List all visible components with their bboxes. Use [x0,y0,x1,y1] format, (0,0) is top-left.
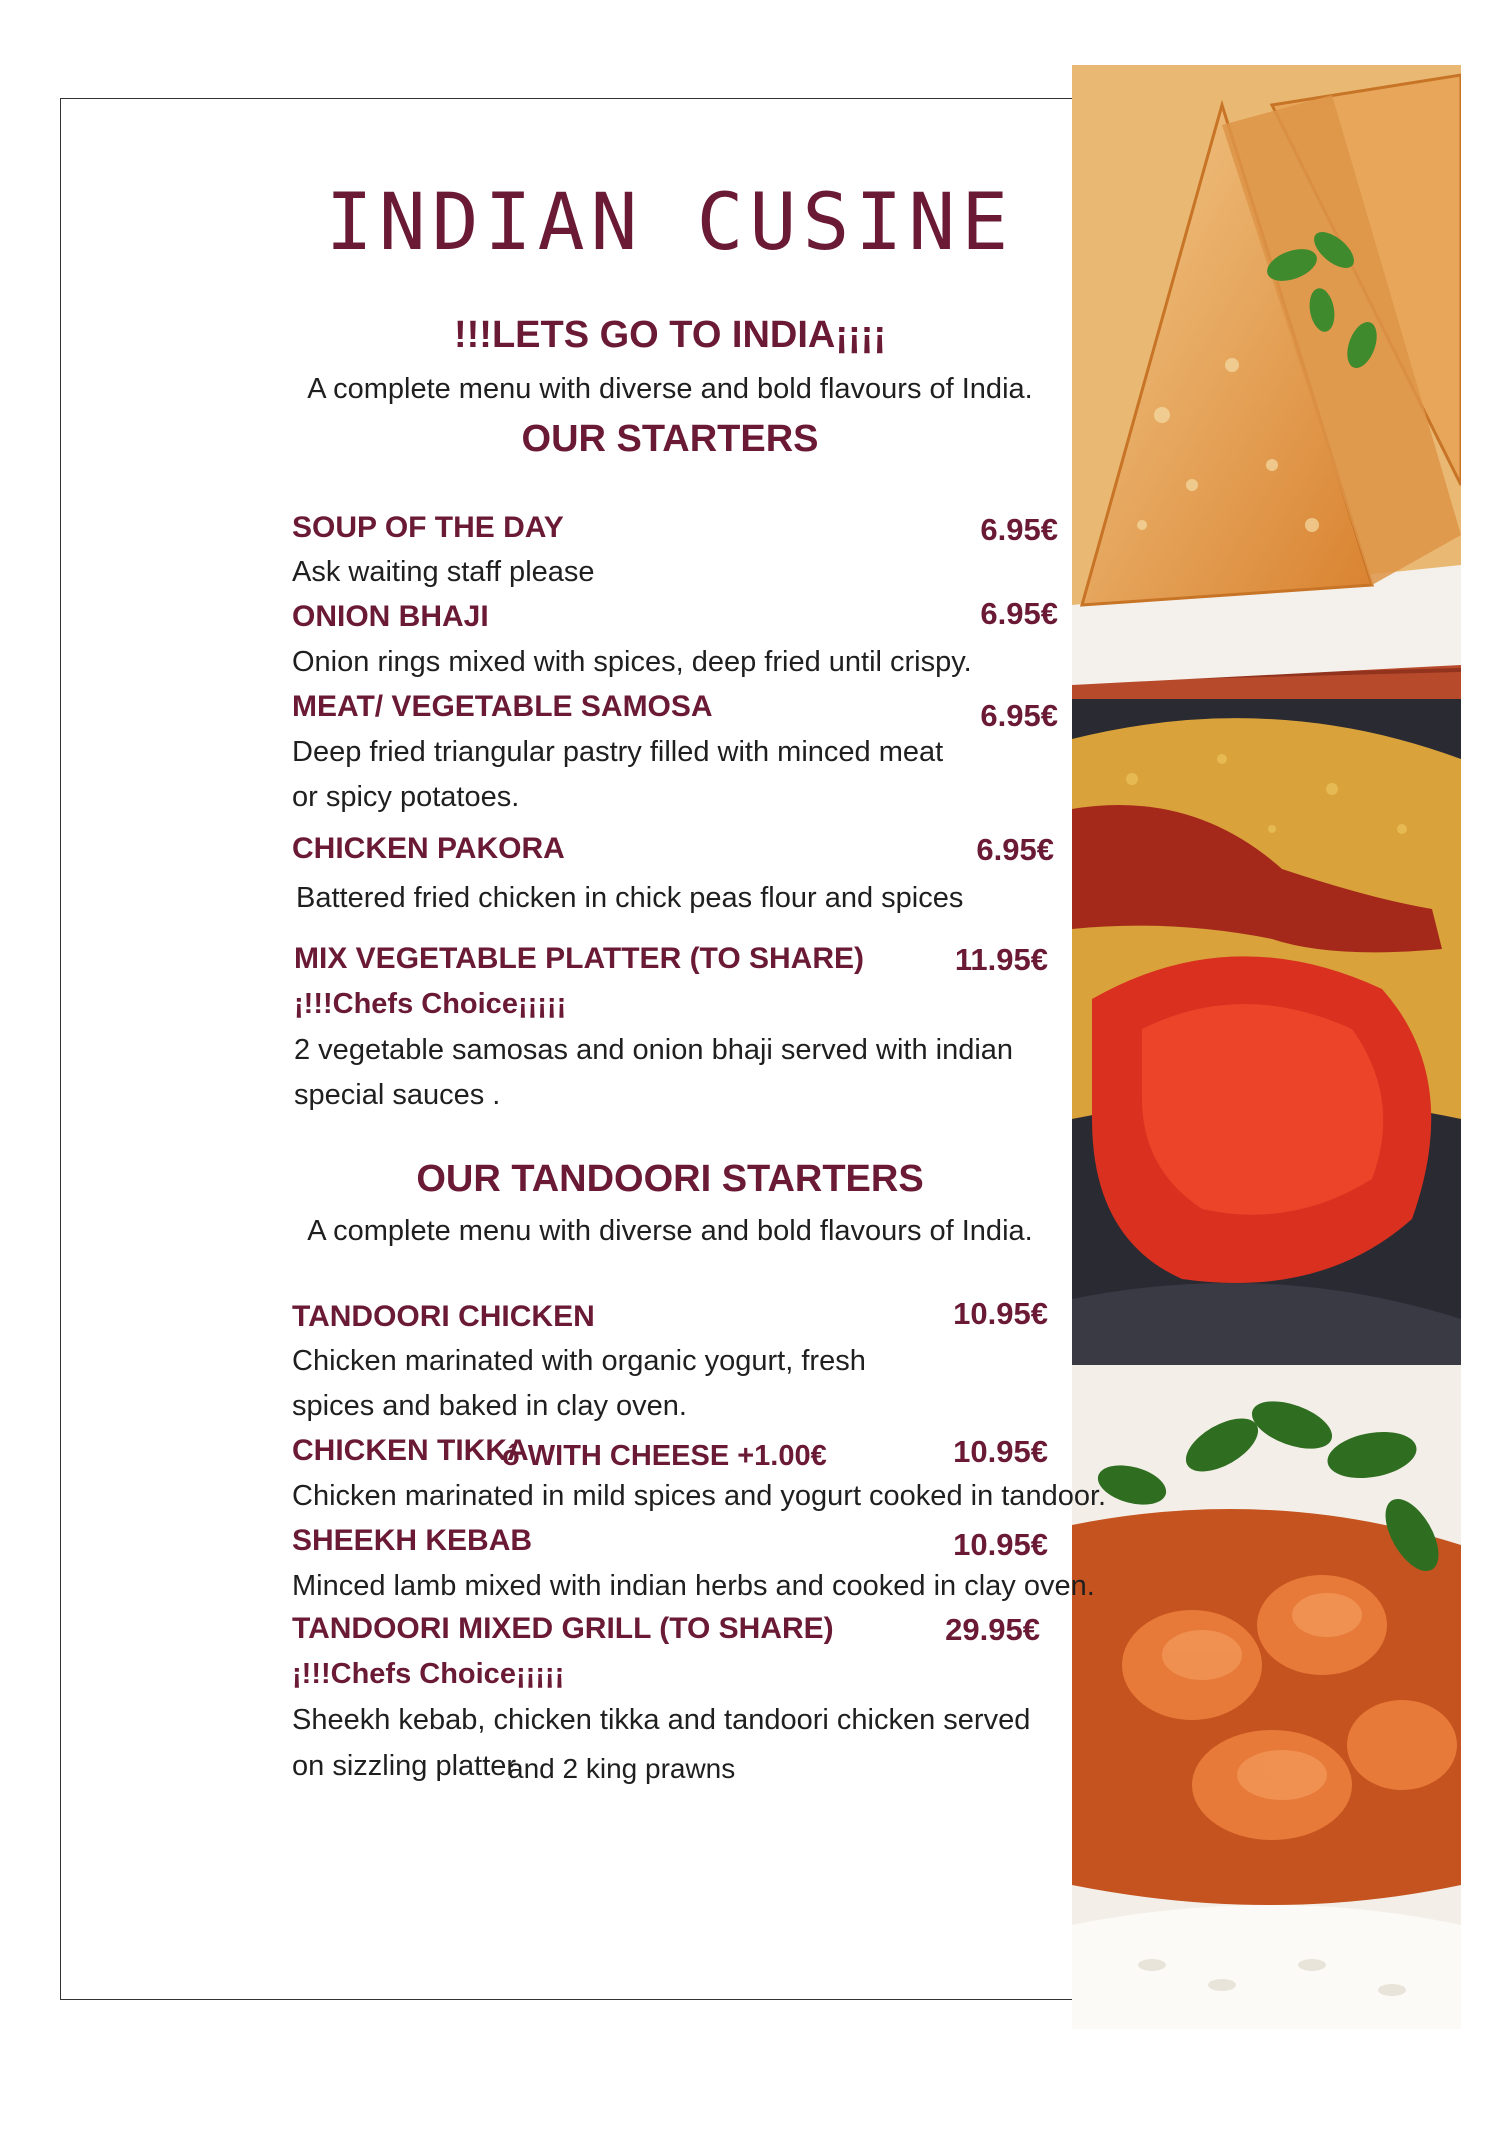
dish-name: MIX VEGETABLE PLATTER (TO SHARE) [294,942,865,975]
dish-description: or spicy potatoes. [292,781,520,813]
dish-description: Minced lamb mixed with indian herbs and cooked in clay oven. [292,1570,1095,1602]
dish-description: Chicken marinated with organic yogurt, fresh [292,1345,866,1377]
dish-option: ó WITH CHEESE +1.00€ [502,1440,827,1472]
dish-name: MEAT/ VEGETABLE SAMOSA [292,690,713,723]
dish-price: 6.95€ [980,698,1058,733]
dish-description: Battered fried chicken in chick peas flour and spices [296,882,964,914]
chicken-curry-photo [1072,1365,1461,2029]
dish-description: special sauces . [294,1079,501,1111]
starters-heading: OUR STARTERS [521,418,819,460]
dish-description: Ask waiting staff please [292,556,595,588]
dish-price: 6.95€ [980,596,1058,631]
dish-name: CHICKEN PAKORA [292,832,565,865]
dish-price: 29.95€ [945,1612,1040,1647]
chefs-choice-badge: ¡!!!Chefs Choice¡¡¡¡¡ [294,988,567,1020]
dish-description: on sizzling platter [292,1750,517,1782]
menu-intro: A complete menu with diverse and bold flavours of India. [307,373,1033,405]
dish-name: CHICKEN TIKKA [292,1434,529,1467]
dish-price: 10.95€ [953,1434,1048,1469]
dish-price: 6.95€ [980,512,1058,547]
tandoori-intro: A complete menu with diverse and bold flavours of India. [307,1215,1033,1247]
dish-description: Onion rings mixed with spices, deep fried until crispy. [292,646,972,678]
dish-description-extra: and 2 king prawns [508,1753,736,1784]
dish-description: Sheekh kebab, chicken tikka and tandoori chicken served [292,1704,1031,1736]
dish-name: TANDOORI MIXED GRILL (TO SHARE) [292,1612,834,1645]
dish-price: 10.95€ [953,1296,1048,1331]
menu-title: INDIAN CUSINE [325,178,1015,268]
chefs-choice-badge: ¡!!!Chefs Choice¡¡¡¡¡ [292,1658,565,1690]
dish-price: 6.95€ [976,832,1054,867]
dish-name: TANDOORI CHICKEN [292,1300,595,1333]
dish-price: 11.95€ [954,942,1048,977]
dish-description: Deep fried triangular pastry filled with minced meat [292,736,944,768]
menu-tagline: !!!LETS GO TO INDIA¡¡¡¡ [453,314,886,356]
dish-price: 10.95€ [953,1527,1048,1562]
dish-name: SOUP OF THE DAY [292,511,564,544]
dish-name: SHEEKH KEBAB [292,1524,533,1557]
dish-description: Chicken marinated in mild spices and yogurt cooked in tandoor. [292,1480,1107,1512]
dish-description: 2 vegetable samosas and onion bhaji served with indian [294,1034,1014,1066]
dish-description: spices and baked in clay oven. [292,1390,687,1422]
tandoori-heading: OUR TANDOORI STARTERS [416,1158,924,1200]
dish-name: ONION BHAJI [292,600,489,633]
tandoori-chicken-photo [1072,699,1461,1365]
